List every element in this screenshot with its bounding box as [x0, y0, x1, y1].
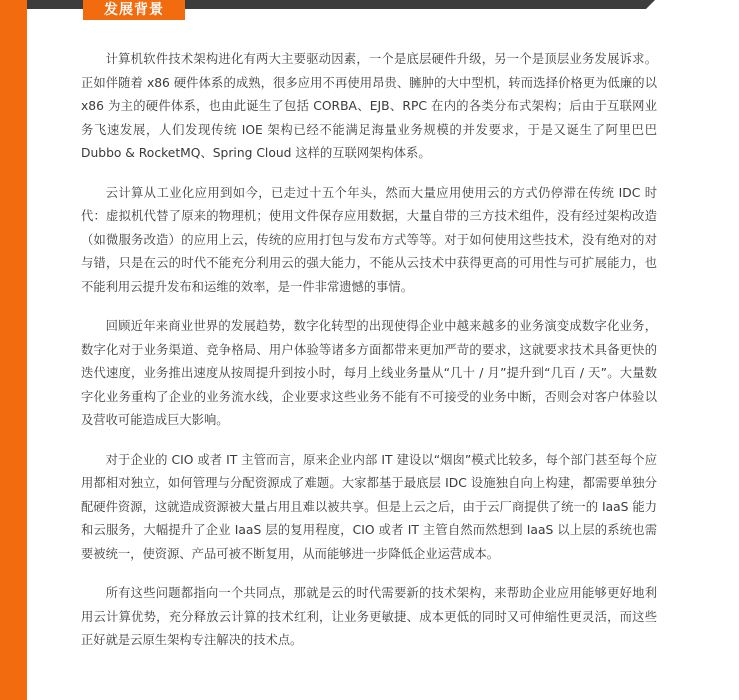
section-title: 发展背景 [83, 0, 185, 20]
paragraph-3: 回顾近年来商业世界的发展趋势，数字化转型的出现使得企业中越来越多的业务演变成数字化业务，数字化对于业务渠道、竞争格局、用户体验等诸多方面都带来更加严苛的要求，这就要求技术具备更快的迭代速度，业务推出速度从按周提升到按小时，每月上线业务量从“几十 / 月”提升到“几百 / 天”。大量数字化业务重构了企业的业务流水线，企业要求这些业务不能有不可接受的业务中断，否则会对客户体验以及营收可能造成巨大影响。 [81, 319, 657, 427]
paragraph-2: 云计算从工业化应用到如今，已走过十五个年头，然而大量应用使用云的方式仍停滞在传统 IDC 时代：虚拟机代替了原来的物理机；使用文件保存应用数据，大量自带的三方技术组件，没有经过架构改造（如微服务改造）的应用上云，传统的应用打包与发布方式等等。对于如何使用这些技术，没有绝对的对与错，只是在云的时代不能充分利用云的强大能力，不能从云技术中获得更高的可用性与可扩展能力，也不能利用云提升发布和运维的效率，是一件非常遗憾的事情。 [81, 185, 657, 294]
paragraph-1: 计算机软件技术架构进化有两大主要驱动因素，一个是底层硬件升级，另一个是顶层业务发展诉求。正如伴随着 x86 硬件体系的成熟，很多应用不再使用昂贵、臃肿的大中型机，转而选择价格更为低廉的以 x86 为主的硬件体系，也由此诞生了包括 CORBA、EJB、RPC 在内的各类分布式架构；后由于互联网业务飞速发展，人们发现传统 IOE 架构已经不能满足海量业务规模的并发要求，于是又诞生了阿里巴巴 Dubbo & RocketMQ、Spring Cloud 这样的互联网架构体系。 [81, 52, 657, 160]
article-body [81, 48, 657, 669]
top-bar-corner [646, 0, 655, 9]
paragraph-5: 所有这些问题都指向一个共同点，那就是云的时代需要新的技术架构，来帮助企业应用能够更好地利用云计算优势，充分释放云计算的技术红利，让业务更敏捷、成本更低的同时又可伸缩性更灵活，而这些正好就是云原生架构专注解决的技术点。 [81, 586, 657, 647]
paragraph-4: 对于企业的 CIO 或者 IT 主管而言，原来企业内部 IT 建设以“烟囱”模式比较多，每个部门甚至每个应用都相对独立，如何管理与分配资源成了难题。大家都基于最底层 IDC 设施独自向上构建，都需要单独分配硬件资源，这就造成资源被大量占用且难以被共享。但是上云之后，由于云厂商提供了统一的 IaaS 能力和云服务，大幅提升了企业 IaaS 层的复用程度，CIO 或者 IT 主管自然而然想到 IaaS 以上层的系统也需要被统一，使资源、产品可被不断复用，从而能够进一步降低企业运营成本。 [81, 452, 657, 561]
orange-side-bar [0, 0, 27, 700]
